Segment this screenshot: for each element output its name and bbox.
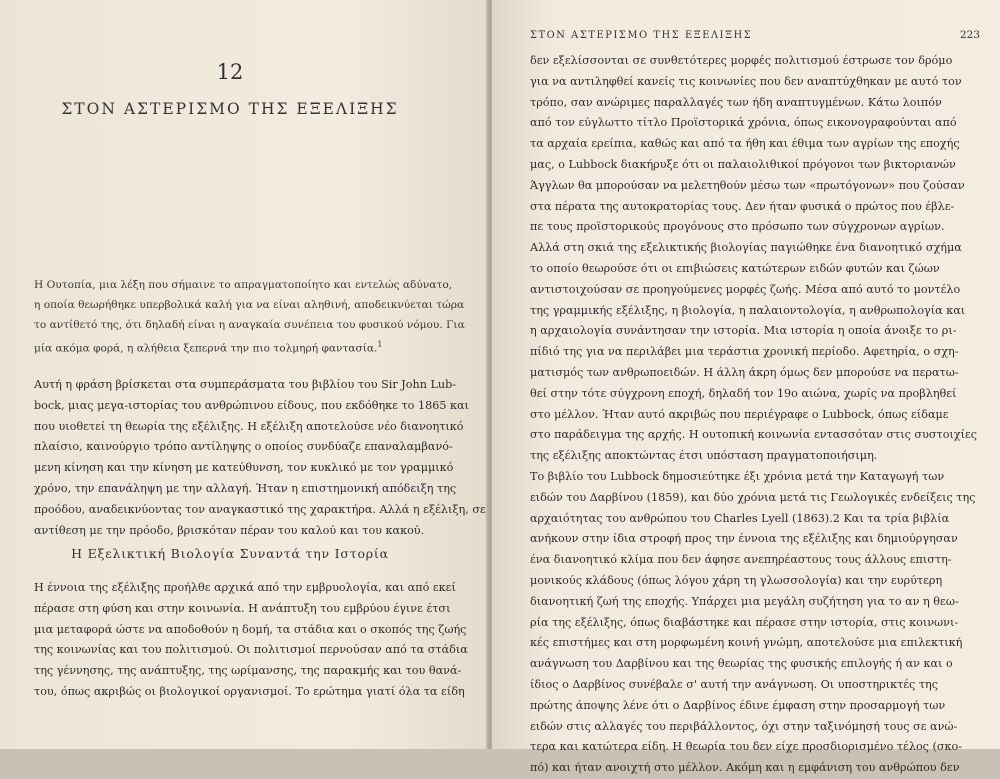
body-text [530, 51, 990, 779]
text-line: Αυτή η φράση βρίσκεται στα συμπεράσματα του βιβλίου του Sir John Lub- [34, 378, 457, 391]
text-line: μονικούς κλάδους (όπως λόγου χάρη τη γλωσσολογία) και την ευρύτερη [530, 573, 943, 587]
text-line: ρία της εξέλιξης, όπως διαβάστηκε και πέρασε στην ιστορία, στις κοινωνι- [530, 615, 959, 629]
text-line: στο παράδειγμα της αρχής. Η ουτοπική κοινωνία εντασσόταν στις συστοιχίες [530, 428, 978, 442]
text-line: πε τους προϊστορικούς προγόνους στο πρόσωπο των σύγχρονων αγρίων. [530, 220, 945, 234]
running-head: ΣΤΟΝ ΑΣΤΕΡΙΣΜΟ ΤΗΣ ΕΞΕΛΙΞΗΣ [530, 30, 753, 41]
text-line: Αλλά στη σκιά της εξελικτικής βιολογίας παγιώθηκε ένα διανοητικό σχήμα [530, 241, 962, 255]
text-line: η αρχαιολογία συνάντησαν την ιστορία. Μια ιστορία η οποία άνοιξε το ρι- [530, 324, 957, 338]
epigraph-line: η οποία θεωρήθηκε υπερβολικά καλή για να είναι αληθινή, αποδεικνύεται τώρα [34, 299, 465, 311]
text-line: χρόνο, την επανάληψη με την αλλαγή. Ήταν η επιστημονική απόδειξη της [34, 481, 457, 495]
text-line: μενη κίνηση και την κίνηση με κατεύθυνση, τον κυκλικό με τον γραμμικό [34, 461, 454, 475]
text-line: πέρασε στη φύση και στην κοινωνία. Η ανάπτυξη του εμβρύου έγινε έτσι [34, 601, 451, 615]
chapter-number: 12 [216, 60, 244, 84]
text-line: πλαίσιο, καινούργιο τρόπο αντίληψης ο οποίος συνδύαζε επαναλαμβανό- [34, 440, 453, 454]
chapter-title: ΣΤΟΝ ΑΣΤΕΡΙΣΜΟ ΤΗΣ ΕΞΕΛΙΞΗΣ [61, 100, 399, 118]
text-line: τρόπο, σαν ανώριμες παραλλαγές των ήδη αναπτυγμένων. Κάτω λοιπόν [530, 95, 942, 109]
text-line: τα αρχαία ερείπια, καθώς και από τα ήθη και έθιμα των αγρίων της εποχής [530, 137, 960, 151]
text-line: τερα και κατώτερα είδη. Η θεωρία του δεν είχε προσδιορισμένο τέλος (σκο- [530, 740, 963, 754]
paragraph [34, 375, 486, 541]
text-line: της γραμμικής εξέλιξης, η βιολογία, η παλαιοντολογία, η ανθρωπολογία και [530, 303, 966, 317]
text-line: ανήκουν στην ίδια στροφή προς την έννοια της εξέλιξης και δημιούργησαν [530, 532, 958, 546]
text-line: ματισμός των ανθρωποειδών. Η άλλη άκρη όμως δεν μπορούσε να περατω- [530, 365, 959, 379]
text-line: αντίθεση με την πρόοδο, βρισκόταν πέραν του καλού και του κακού. [34, 523, 425, 537]
text-line: πρώτης άποψης λένε ότι ο Δαρβίνος έδινε έμφαση στην προσαρμογή των [530, 698, 946, 712]
section-heading: Η Εξελικτική Βιολογία Συναντά την Ιστορία [71, 546, 389, 561]
text-line: που υιοθετεί τη θεωρία της εξέλιξης. Η εξέλιξη αποτελούσε νέο διανοητικό [34, 419, 464, 433]
text-line: της γέννησης, της ανάπτυξης, της ωρίμανσης, της παρακμής και του θανά- [34, 664, 462, 678]
text-line: προόδου, αναδεικνύοντας τον αναγκαστικό της χαρακτήρα. Αλλά η εξέλιξη, σε [34, 502, 486, 516]
text-line: ειδών του Δαρβίνου (1859), και δύο χρόνια μετά τις Γεωλογικές ενδείξεις της [530, 490, 976, 504]
text-line: αρχαιότητας του ανθρώπου του Charles Lyell (1863).2 Και τα τρία βιβλία [530, 511, 950, 525]
left-page [0, 0, 488, 749]
epigraph-line: Η Ουτοπία, μια λέξη που σήμαινε το απραγματοποίητο και εντελώς αδύνατο, [34, 279, 453, 291]
text-line: μια μεταφορά ώστε να αποδοθούν η δομή, τα στάδια και ο σκοπός της ζωής [34, 622, 467, 636]
text-line: ίδιος ο Δαρβίνος συνέβαλε σ' αυτή την ανάγνωση. Οι υποστηρικτές της [530, 677, 939, 691]
text-line: πίδιό της για να περιλάβει μια τεράστια χρονική περίοδο. Αφετηρία, ο σχη- [530, 345, 959, 359]
epigraph-line: μία ακόμα φορά, η αλήθεια ξεπερνά την πιο τολμηρή φαντασία.$^1$ [34, 340, 383, 355]
text-line: διανοητική ζωή της εποχής. Υπάρχει μια μεγάλη συζήτηση για το αν η θεω- [530, 594, 959, 608]
text-line: ένα διανοητικό κλίμα που δεν άφησε ανεπηρέαστους τους άλλους επιστη- [530, 553, 952, 567]
epigraph-line: το αντίθετό της, ότι δηλαδή είναι η αναγκαία συνέπεια του φυσικού νόμου. Για [34, 319, 465, 331]
epigraph [34, 275, 465, 359]
text-line: της κοινωνίας και του πολιτισμού. Οι πολιτισμοί περνούσαν από τα στάδια [34, 643, 468, 657]
text-line: για να αντιληφθεί κανείς τις κοινωνίες που δεν αναπτύχθηκαν με αυτό τον [530, 74, 962, 88]
text-line: Άγγλων θα μπορούσαν να μελετηθούν μέσω των «πρωτόγονων» που ζούσαν [530, 178, 965, 192]
text-line: από τον εύγλωττο τίτλο Προϊστορικά χρόνια, όπως εικονογραφούνται από [530, 116, 957, 130]
text-line: θεί στην τότε σύγχρονη εποχή, δηλαδή τον 19ο αιώνα, χωρίς να προβληθεί [530, 386, 957, 400]
text-line: ανάγνωση του Δαρβίνου και της θεωρίας της φυσικής επιλογής ή αν και ο [530, 657, 953, 671]
text-line: της εξέλιξης αποκτώντας έτσι υπόσταση πραγματοποιήσιμη. [530, 449, 878, 463]
page-number: 223 [960, 29, 981, 41]
text-line: στο μέλλον. Ήταν αυτό ακριβώς που περιέγραφε ο Lubbock, όπως είδαμε [530, 407, 949, 421]
footnote-marker: 1 [377, 340, 383, 349]
text-line: Η έννοια της εξέλιξης προήλθε αρχικά από την εμβρυολογία, και από εκεί [34, 581, 456, 594]
text-line: αντιστοιχούσαν σε προηγούμενες μορφές ζωής. Μέσα από αυτό το μοντέλο [530, 282, 961, 296]
text-line: Το βιβλίο του Lubbock δημοσιεύτηκε έξι χρόνια μετά την Καταγωγή των [530, 469, 945, 483]
text-line: bock, μιας μεγα-ιστορίας του ανθρώπινου είδους, που εκδόθηκε το 1865 και [34, 398, 469, 412]
text-line: πό) και ήταν ανοιχτή στο μέλλον. Ακόμη και η εμφάνιση του ανθρώπου δεν [530, 761, 960, 775]
text-line: κές επιστήμες και στη μορφωμένη κοινή γνώμη, αποτελούσε μια επιλεκτική [530, 636, 963, 650]
text-line: στα πέρατα της αυτοκρατορίας τους. Δεν ήταν φυσικά ο πρώτος που έβλε- [530, 199, 955, 213]
text-line: ειδών στις αλλαγές του περιβάλλοντος, όχι στην ταξινόμησή τους σε ανώ- [530, 719, 958, 733]
paragraph [34, 578, 468, 703]
right-page [492, 0, 1000, 775]
text-line: του, όπως ακριβώς οι βιολογικοί οργανισμοί. Το ερώτημα γιατί όλα τα είδη [34, 684, 465, 698]
text-line: δεν εξελίσσονται σε συνθετότερες μορφές πολιτισμού έστρωσε τον δρόμο [530, 54, 953, 67]
text-line: το οποίο θεωρούσε ότι οι επιβιώσεις κατώτερων ειδών φυτών και ζώων [530, 261, 940, 275]
text-line: μας, ο Lubbock διακήρυξε ότι οι παλαιολιθικοί πρόγονοι των βικτοριανών [530, 157, 956, 171]
